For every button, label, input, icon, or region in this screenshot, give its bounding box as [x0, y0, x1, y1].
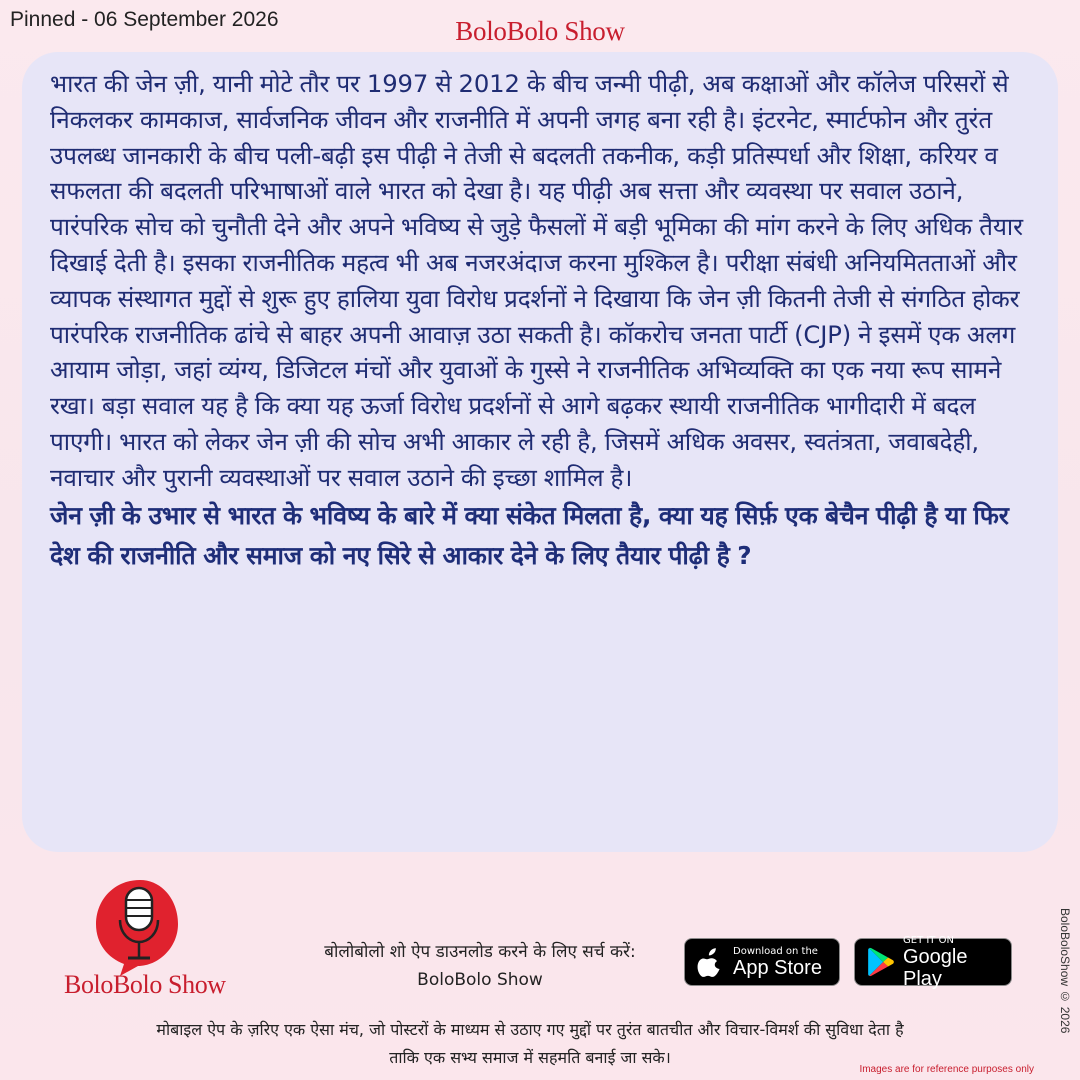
apple-icon: [697, 947, 725, 977]
pinned-date-label: Pinned - 06 September 2026: [10, 8, 279, 31]
app-store-small-label: Download on the: [733, 945, 818, 957]
footer-line-1: मोबाइल ऐप के ज़रिए एक ऐसा मंच, जो पोस्टरों के माध्यम से उठाए गए मुद्दों पर तुरंत बातचीत और विचार-विमर्श की सुविधा देता है: [156, 1020, 904, 1039]
google-play-icon: [867, 947, 895, 977]
post-card: [22, 52, 1058, 852]
google-play-small-label: GET IT ON: [903, 934, 954, 946]
download-instruction-line: बोलोबोलो शो ऐप डाउनलोड करने के लिए सर्च करें:: [324, 942, 636, 962]
logo-brand-text: BoloBolo Show: [64, 970, 226, 999]
google-play-button[interactable]: [854, 934, 1012, 990]
copyright-text: BoloBoloShow © 2026: [1058, 908, 1072, 1034]
app-store-button[interactable]: [684, 938, 840, 986]
post-question: जेन ज़ी के उभार से भारत के भविष्य के बारे में क्या संकेत मिलता है, क्या यह सिर्फ़ एक बेचैन पीढ़ी है या फिर देश की राजनीति और समाज को नए सिरे से आकार देने के लिए तैयार पीढ़ी है ?: [50, 500, 1009, 570]
disclaimer-text: Images are for reference purposes only: [859, 1064, 1034, 1075]
footer-line-2: ताकि एक सभ्य समाज में सहमति बनाई जा सके।: [389, 1048, 671, 1067]
google-play-label: Google Play: [903, 945, 968, 990]
download-app-name: BoloBolo Show: [417, 970, 543, 990]
brand-title: BoloBolo Show: [455, 16, 625, 46]
app-store-label: App Store: [733, 956, 822, 979]
post-body-text: भारत की जेन ज़ी, यानी मोटे तौर पर 1997 से 2012 के बीच जन्मी पीढ़ी, अब कक्षाओं और कॉलेज परिसरों से निकलकर कामकाज, सार्वजनिक जीवन और राजनीति में अपनी जगह बना रही है। इंटरनेट, स्मार्टफोन और तुरंत उपलब्ध जानकारी के बीच पली-बढ़ी इस पीढ़ी ने तेजी से बदलती तकनीक, कड़ी प्रतिस्पर्धा और शिक्षा, करियर व सफलता की बदलती परिभाषाओं वाले भारत को देखा है। यह पीढ़ी अब सत्ता और व्यवस्था पर सवाल उठाने, पारंपरिक सोच को चुनौती देने और अपने भविष्य से जुड़े फैसलों में बड़ी भूमिका की मांग करने के लिए अधिक तैयार दिखाई देती है। इसका राजनीतिक महत्व भी अब नजरअंदाज करना मुश्किल है। परीक्षा संबंधी अनियमितताओं और व्यापक संस्थागत मुद्दों से शुरू हुए हालिया युवा विरोध प्रदर्शनों ने दिखाया कि जेन ज़ी कितनी तेजी से संगठित होकर पारंपरिक राजनीतिक ढांचे से बाहर अपनी आवाज़ उठा सकती है। कॉकरोच जनता पार्टी (CJP) ने इसमें एक अलग आयाम जोड़ा, जहां व्यंग्य, डिजिटल मंचों और युवाओं के गुस्से ने राजनीतिक अभिव्यक्ति का एक नया रूप सामने रखा। बड़ा सवाल यह है कि क्या यह ऊर्जा विरोध प्रदर्शनों से आगे बढ़कर स्थायी राजनीतिक भागीदारी में बदल पाएगी। भारत को लेकर जेन ज़ी की सोच अभी आकार ले रही है, जिसमें अधिक अवसर, स्वतंत्रता, जवाबदेही, नवाचार और पुरानी व्यवस्थाओं पर सवाल उठाने की इच्छा शामिल है।: [50, 69, 1023, 492]
download-instructions: [290, 938, 670, 994]
